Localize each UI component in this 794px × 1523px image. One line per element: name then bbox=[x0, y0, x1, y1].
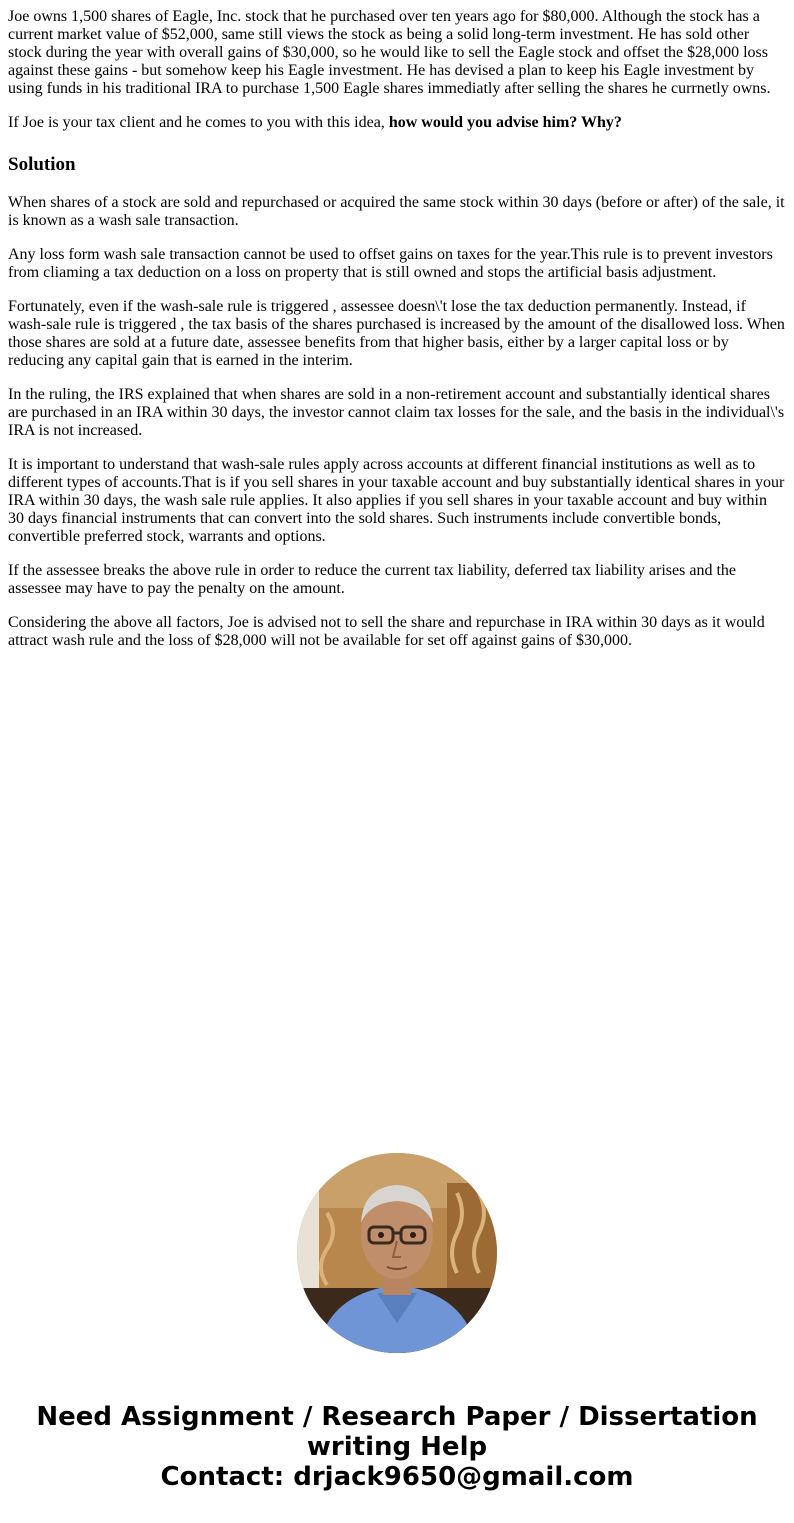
solution-paragraph: Any loss form wash sale transaction cannot be used to offset gains on taxes for the year.This rule is to prevent investors from cliaming a tax deduction on a loss on property that is still owned and stops the artificial basis adjustment. bbox=[8, 246, 773, 281]
solution-paragraph: Fortunately, even if the wash-sale rule is triggered , assessee doesn\'t lose the tax deduction permanently. Instead, if wash-sale rule is triggered , the tax basis of the shares purchased is increased by the amount of the disallowed loss. When those shares are sold at a future date, assessee benefits from that higher basis, either by a larger capital loss or by reducing any capital gain that is earned in the interim. bbox=[8, 298, 785, 369]
document-content bbox=[8, 8, 786, 666]
promo-line: writing Help bbox=[306, 1432, 488, 1462]
solution-paragraph: It is important to understand that wash-sale rules apply across accounts at different financial institutions as well as to different types of accounts.That is if you sell shares in your taxable account and buy substantially identical shares in your IRA within 30 days, the wash sale rule applies. It also applies if you sell shares in your taxable account and buy within 30 days financial instruments that can convert into the sold shares. Such instruments include convertible bonds, convertible preferred stock, warrants and options. bbox=[8, 456, 785, 545]
promo-contact: Contact: drjack9650@gmail.com bbox=[160, 1462, 634, 1492]
promo-line: Need Assignment / Research Paper / Dissertation bbox=[36, 1402, 758, 1432]
promo-banner bbox=[0, 1402, 794, 1492]
question-prompt-text: If Joe is your tax client and he comes to you with this idea, bbox=[8, 114, 389, 131]
question-prompt bbox=[8, 114, 786, 132]
question-prompt-bold: how would you advise him? Why? bbox=[388, 114, 622, 131]
solution-paragraph: In the ruling, the IRS explained that when shares are sold in a non-retirement account and substantially identical shares are purchased in an IRA within 30 days, the investor cannot claim tax losses for the sale, and the basis in the individual\'s IRA is not increased. bbox=[8, 386, 785, 439]
author-avatar bbox=[297, 1153, 497, 1353]
solution-paragraph: If the assessee breaks the above rule in order to reduce the current tax liability, deferred tax liability arises and the assessee may have to pay the penalty on the amount. bbox=[8, 562, 736, 597]
solution-paragraph: When shares of a stock are sold and repurchased or acquired the same stock within 30 days (before or after) of the sale, it is known as a wash sale transaction. bbox=[8, 194, 785, 229]
solution-paragraph: Considering the above all factors, Joe is advised not to sell the share and repurchase in IRA within 30 days as it would attract wash rule and the loss of $28,000 will not be available for set off against gains of $30,000. bbox=[8, 614, 765, 649]
solution-heading: Solution bbox=[8, 154, 76, 175]
question-paragraph: Joe owns 1,500 shares of Eagle, Inc. stock that he purchased over ten years ago for $80,000. Although the stock has a current market value of $52,000, same still views the stock as being a solid long-term investment. He has sold other stock during the year with overall gains of $30,000, so he would like to sell the Eagle stock and offset the $28,000 loss against these gains - but somehow keep his Eagle investment. He has devised a plan to keep his Eagle investment by using funds in his traditional IRA to purchase 1,500 Eagle shares immediatly after selling the shares he currnetly owns. bbox=[8, 8, 771, 97]
author-photo bbox=[297, 1153, 497, 1353]
